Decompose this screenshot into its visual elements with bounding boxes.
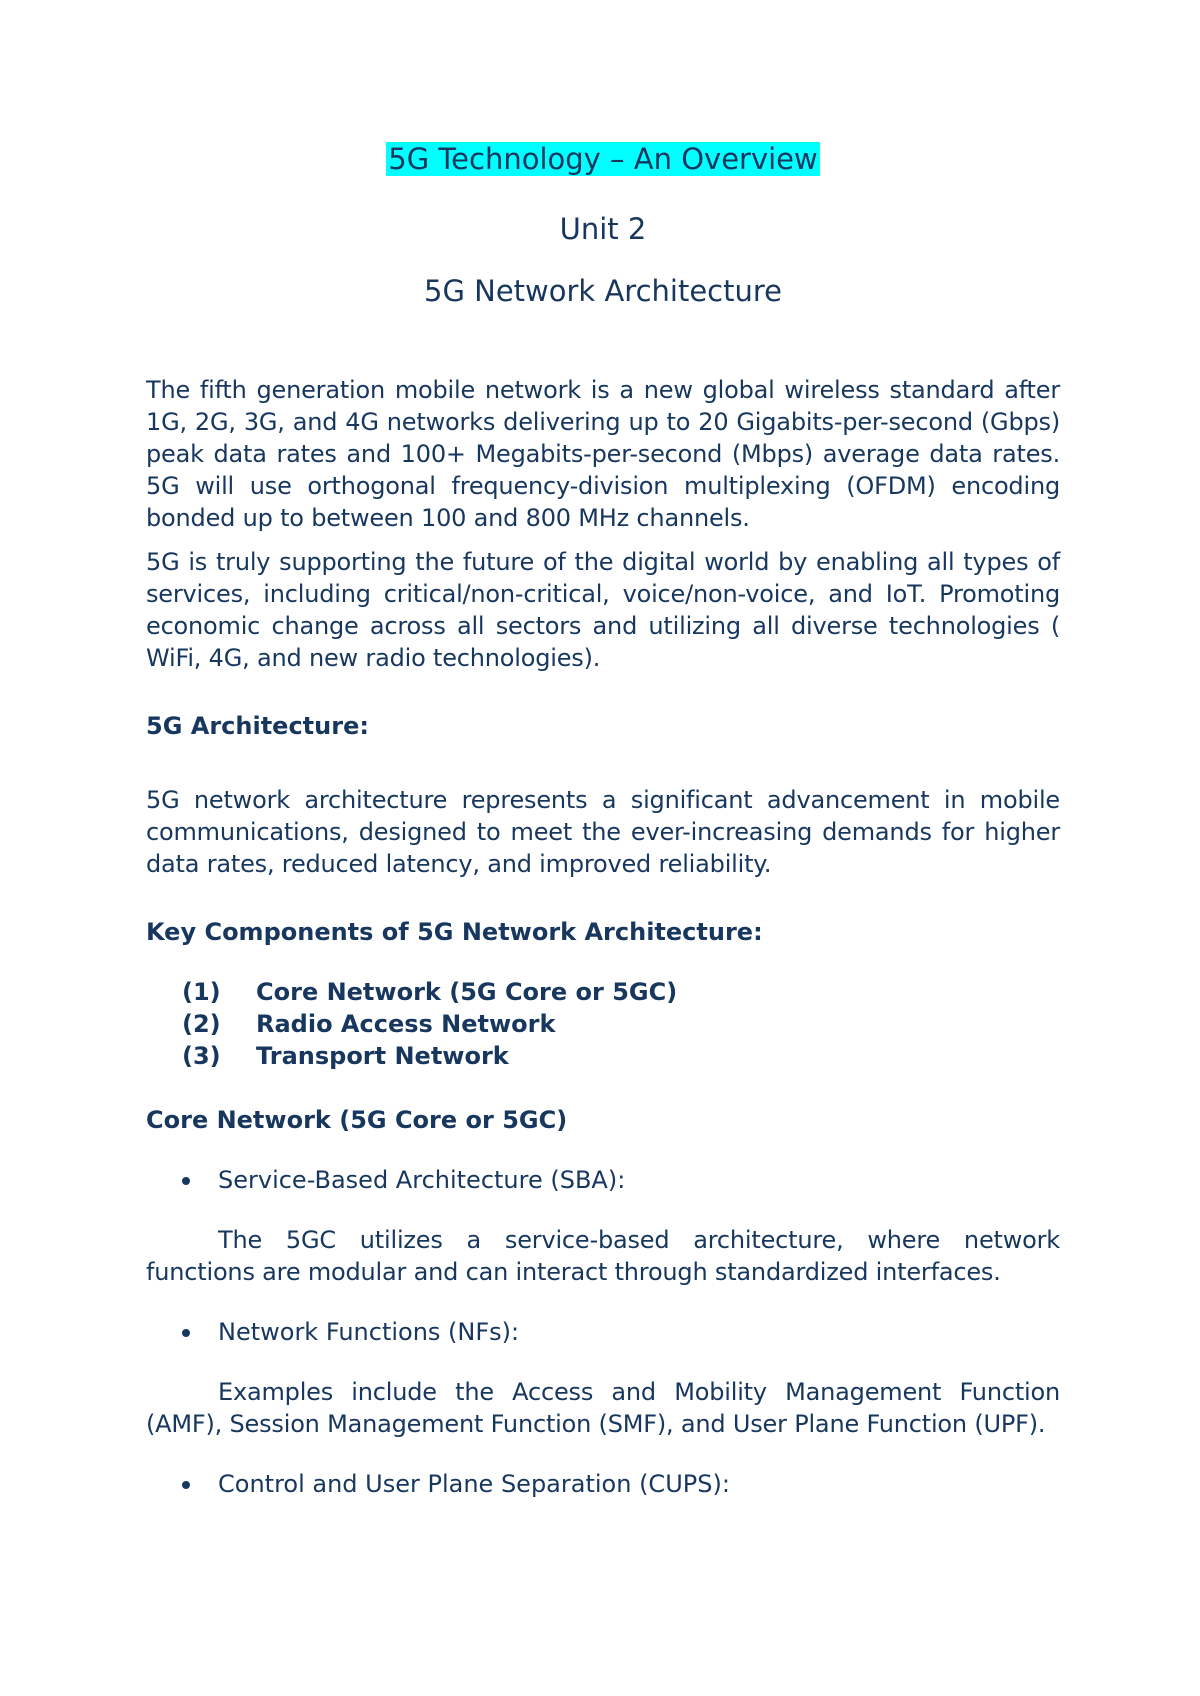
list-item-label: Transport Network <box>256 1042 509 1070</box>
list-item-label: Radio Access Network <box>256 1010 556 1038</box>
list-item-number: (2) <box>182 1010 221 1038</box>
architecture-heading: 5G Architecture: <box>146 712 369 740</box>
bullet-paragraph: Examples include the Access and Mobility Management Function (AMF), Session Management Function (SMF), and User Plane Function (UPF). <box>146 1378 1060 1438</box>
bullet-item <box>182 1164 1060 1196</box>
components-list <box>146 976 1060 1072</box>
bullet-label: Network Functions (NFs): <box>218 1318 520 1346</box>
architecture-paragraph: 5G network architecture represents a significant advancement in mobile communications, designed to meet the ever-increasing demands for higher data rates, reduced latency, and improved reliability. <box>146 786 1060 878</box>
list-item <box>182 1008 1060 1040</box>
intro-paragraph-1: The fifth generation mobile network is a new global wireless standard after 1G, 2G, 3G, and 4G networks delivering up to 20 Gigabits-per-second (Gbps) peak data rates and 100+ Megabits-per-second (Mbps) average data rates. 5G will use orthogonal frequency-division multiplexing (OFDM) encoding bonded up to between 100 and 800 MHz channels. <box>146 376 1060 532</box>
bullet-item <box>182 1316 1060 1348</box>
bullet-icon <box>182 1329 190 1337</box>
bullet-icon <box>182 1177 190 1185</box>
bullet-label: Service-Based Architecture (SBA): <box>218 1166 626 1194</box>
document-title: 5G Technology – An Overview <box>388 142 818 176</box>
core-network-heading: Core Network (5G Core or 5GC) <box>146 1106 568 1134</box>
document-subtitle: 5G Network Architecture <box>424 274 782 308</box>
unit-label: Unit 2 <box>559 212 647 246</box>
components-heading: Key Components of 5G Network Architecture: <box>146 918 763 946</box>
list-item-label: Core Network (5G Core or 5GC) <box>256 978 678 1006</box>
list-item <box>182 976 1060 1008</box>
list-item-number: (1) <box>182 978 221 1006</box>
title-block <box>146 140 1060 178</box>
intro-paragraph-2: 5G is truly supporting the future of the digital world by enabling all types of services, including critical/non-critical, voice/non-voice, and IoT. Promoting economic change across all sectors and utilizing all diverse technologies ( WiFi, 4G, and new radio technologies). <box>146 548 1060 672</box>
bullet-item <box>182 1468 1060 1500</box>
bullet-label: Control and User Plane Separation (CUPS): <box>218 1470 730 1498</box>
list-item-number: (3) <box>182 1042 221 1070</box>
document-page <box>146 140 1060 1528</box>
list-item <box>182 1040 1060 1072</box>
bullet-icon <box>182 1481 190 1489</box>
bullet-paragraph: The 5GC utilizes a service-based architecture, where network functions are modular and can interact through standardized interfaces. <box>146 1226 1060 1286</box>
